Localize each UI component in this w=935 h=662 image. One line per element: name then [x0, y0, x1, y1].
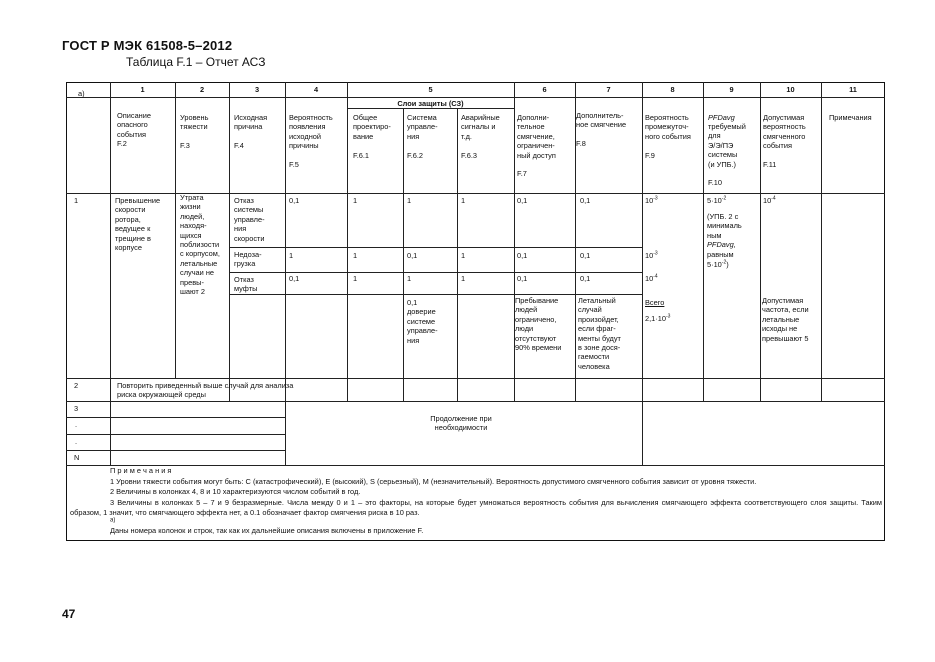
protection-layers-label: Слои защиты (СЗ) [397, 99, 464, 108]
row1-cause-prob-1: 0,1 [289, 196, 300, 205]
header-severity: Уровень тяжести F.3 [180, 113, 209, 151]
row1-pfd-italic: PFDavg, [707, 240, 736, 249]
col-num-a: а) [78, 89, 85, 98]
row1-mitig2-2: 0,1 [580, 251, 591, 260]
row1-total-label: Всего [645, 298, 665, 307]
row1-alarms-1: 1 [461, 196, 466, 205]
header-alarms: Аварийные сигналы и т.д. F.6.3 [461, 113, 500, 160]
row1-cause-1: Отказ системы управле- ния скорости [234, 196, 265, 243]
header-additional-mitigation-2: Дополнитель- ное смягчение F.8 [576, 111, 627, 149]
row1-intermediate-3: $10^{-4}$ [645, 273, 658, 283]
page-number: 47 [62, 607, 76, 621]
col-num-11: 11 [849, 85, 857, 94]
row1-general-2: 1 [353, 251, 358, 260]
row1-general-3: 1 [353, 274, 358, 283]
row1-alarms-2: 1 [461, 251, 466, 260]
row1-tolerable-extra: Допустимая частота, если летальные исходы не превышают 5 [762, 296, 809, 343]
row2-number: 2 [74, 381, 79, 390]
row1-mitig2-1: 0,1 [580, 196, 591, 205]
note-1: 1 Уровни тяжести события могут быть: С (катастрофический), Е (высокий), S (серьезный), М (незначительный). Вероятность допустимого смягченного события зависит от уровня тяжести. [110, 476, 757, 486]
row1-mitig-3: 0,1 [517, 274, 528, 283]
row1-cause-2: Недоза- грузка [234, 250, 262, 269]
row1-mitig2-3: 0,1 [580, 274, 591, 283]
col-num-2: 2 [199, 85, 205, 94]
row1-number: 1 [74, 196, 79, 205]
continuation-note: Продолжение при необходимости [430, 414, 492, 433]
col-num-4: 4 [313, 85, 319, 94]
row1-cause-prob-3: 0,1 [289, 274, 300, 283]
row1-control-2: 0,1 [407, 251, 418, 260]
col-num-5: 5 [428, 85, 433, 94]
header-pfdavg: требуемый для Э/Э/ПЭ системы (и УПБ.) F.10 [708, 122, 746, 188]
row1-control-3: 1 [407, 274, 412, 283]
row1-event: Превышение скорости ротора, ведущее к трещине в корпусе [115, 196, 161, 253]
header-additional-mitigation: Дополни- тельное смягчение, ограничен- ный доступ F.7 [517, 113, 556, 179]
row1-intermediate-2: $10^{-3}$ [645, 250, 658, 260]
row1-pfd-value: $5\cdot 10^{-2}$) [707, 259, 729, 269]
col-num-3: 3 [254, 85, 260, 94]
note-3: 3 Величины в колонках 5 – 7 и 9 безразмерные. Числа между 0 и 1 – это факторы, на которые будет умножаться вероятность события для вычисления смягчающего эффекта соответствующего слоя защиты. Таким образом, 1 значит, что смягчающего эффекта нет, а 0.1 обозначает фактор смягчения риска в 10 раз. [70, 497, 882, 518]
row-dot-1: . [75, 420, 78, 429]
footnote-mark: а) [110, 517, 116, 524]
standard-title: ГОСТ Р МЭК 61508-5–2012 [62, 38, 233, 53]
table-notes [70, 466, 882, 537]
header-cause-probability: Вероятность появления исходной причины F.5 [289, 113, 333, 170]
row1-general-1: 1 [353, 196, 358, 205]
row1-pfd-note: (УПБ. 2 с минималь ным [707, 212, 742, 240]
footnote-text: Даны номера колонок и строк, так как их дальнейшие описания включены в приложение F. [110, 525, 424, 535]
row1-cause-3: Отказ муфты [234, 275, 258, 294]
row1-intermediate-1: $10^{-3}$ [645, 195, 658, 205]
col-num-8: 8 [670, 85, 675, 94]
col-num-10: 10 [786, 85, 795, 94]
row1-mitig2-extra: Летальный случай произойдет, если фраг- менты будут в зоне дося- гаемости человека [578, 296, 621, 371]
row1-pfd-equal: равным [707, 250, 734, 259]
row1-control-1: 1 [407, 196, 412, 205]
header-pfdavg-italic: PFDavg [708, 113, 735, 122]
col-num-7: 7 [606, 85, 611, 94]
row1-total-value: $2,1\cdot 10^{-3}$ [645, 313, 671, 323]
row1-alarms-3: 1 [461, 274, 466, 283]
row1-control-extra: 0,1 доверие системе управле- ния [407, 298, 438, 345]
header-tolerable-probability: Допустимая вероятность смягченного события F.11 [763, 113, 806, 170]
row-dot-2: . [75, 437, 78, 446]
row1-mitig-2: 0,1 [517, 251, 528, 260]
row1-cause-prob-2: 1 [289, 251, 294, 260]
row1-severity: Утрата жизни людей, находя- щихся поблизости с корпусом, летальные случаи не превы- шают 2 [180, 193, 220, 297]
col-num-6: 6 [542, 85, 547, 94]
table-caption: Таблица F.1 – Отчет АСЗ [126, 55, 266, 69]
header-general-design: Общее проектиро- вание F.6.1 [353, 113, 391, 160]
row1-pfd-target: $5\cdot 10^{-2}$ [707, 195, 727, 205]
header-control-system: Система управле- ния F.6.2 [407, 113, 438, 160]
col-num-1: 1 [140, 85, 145, 94]
row1-tolerable: $10^{-4}$ [763, 195, 776, 205]
row2-text: Повторить приведенный выше случай для анализа риска окружающей среды [117, 381, 294, 400]
header-notes: Примечания [829, 113, 872, 122]
header-initiating-cause: Исходная причина F.4 [234, 113, 268, 151]
note-2: 2 Величины в колонках 4, 8 и 10 характеризуются числом событий в год. [110, 487, 361, 497]
row3-number: 3 [74, 404, 79, 413]
header-hazard-event: Описание опасного события F.2 [117, 111, 152, 149]
col-num-9: 9 [729, 85, 734, 94]
row1-mitig-1: 0,1 [517, 196, 528, 205]
row1-mitig-extra: Пребывание людей ограничено, люди отсутствуют 90% времени [515, 296, 562, 353]
header-intermediate-probability: Вероятность промежуточ- ного события F.9 [645, 113, 691, 160]
row-n-number: N [74, 453, 80, 462]
notes-title: П р и м е ч а н и я [110, 466, 172, 475]
